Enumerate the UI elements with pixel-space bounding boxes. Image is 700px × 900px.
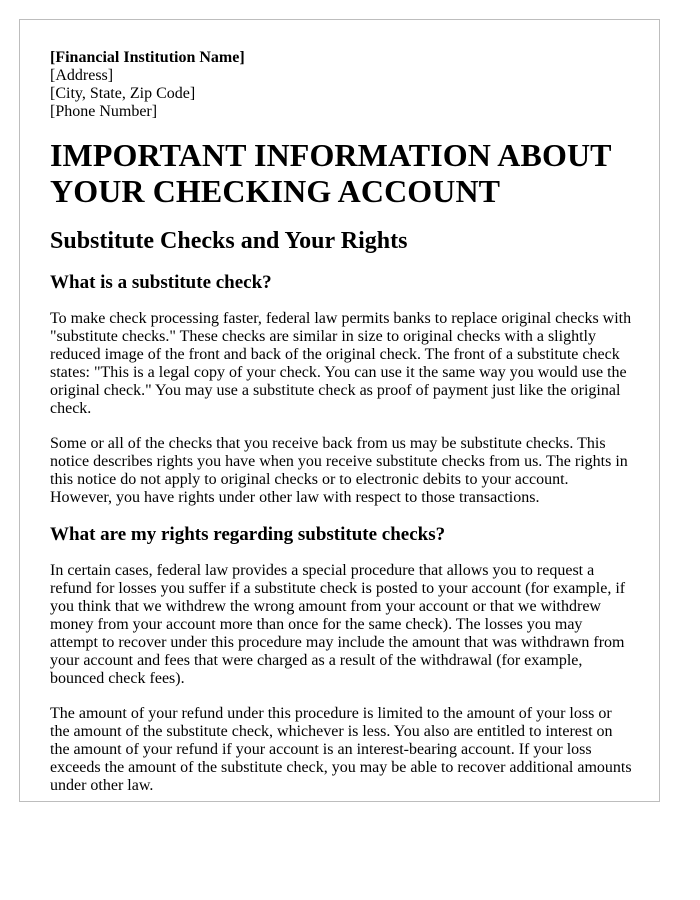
document-subtitle: Substitute Checks and Your Rights xyxy=(50,228,408,254)
section-heading: What are my rights regarding substitute checks? xyxy=(50,524,446,545)
section-paragraph: Some or all of the checks that you receive back from us may be substitute checks. This notice describes rights you have when you receive substitute checks from us. The rights in this notice do not apply to original checks or to electronic debits to your account. However, you have rights under other law with respect to those transactions. xyxy=(50,435,628,506)
institution-phone: [Phone Number] xyxy=(50,103,158,120)
document-content xyxy=(50,49,632,795)
document-title: IMPORTANT INFORMATION ABOUT YOUR CHECKING ACCOUNT xyxy=(50,137,612,209)
institution-address: [Address] xyxy=(50,67,114,84)
institution-name: [Financial Institution Name] xyxy=(50,49,245,66)
section-heading: What is a substitute check? xyxy=(50,272,272,293)
section-paragraph: The amount of your refund under this procedure is limited to the amount of your loss or the amount of the substitute check, whichever is less. You also are entitled to interest on the amount of your refund if your account is an interest-bearing account. If your loss exceeds the amount of the substitute check, you may be able to recover additional amounts under other law. xyxy=(50,705,632,794)
institution-city-state-zip: [City, State, Zip Code] xyxy=(50,85,196,102)
section-paragraph: To make check processing faster, federal law permits banks to replace original checks with "substitute checks." These checks are similar in size to original checks with a slightly reduced image of the front and back of the original check. The front of a substitute check states: "This is a legal copy of your check. You can use it the same way you would use the original check." You may use a substitute check as proof of payment just like the original check. xyxy=(50,310,632,417)
letterhead xyxy=(50,49,632,121)
document-page xyxy=(19,19,660,802)
section-paragraph: In certain cases, federal law provides a special procedure that allows you to request a refund for losses you suffer if a substitute check is posted to your account (for example, if you think that we withdrew the wrong amount from your account or that we withdrew money from your account more than once for the same check). The losses you may attempt to recover under this procedure may include the amount that was withdrawn from your account and fees that were charged as a result of the withdrawal (for example, bounced check fees). xyxy=(50,562,626,687)
